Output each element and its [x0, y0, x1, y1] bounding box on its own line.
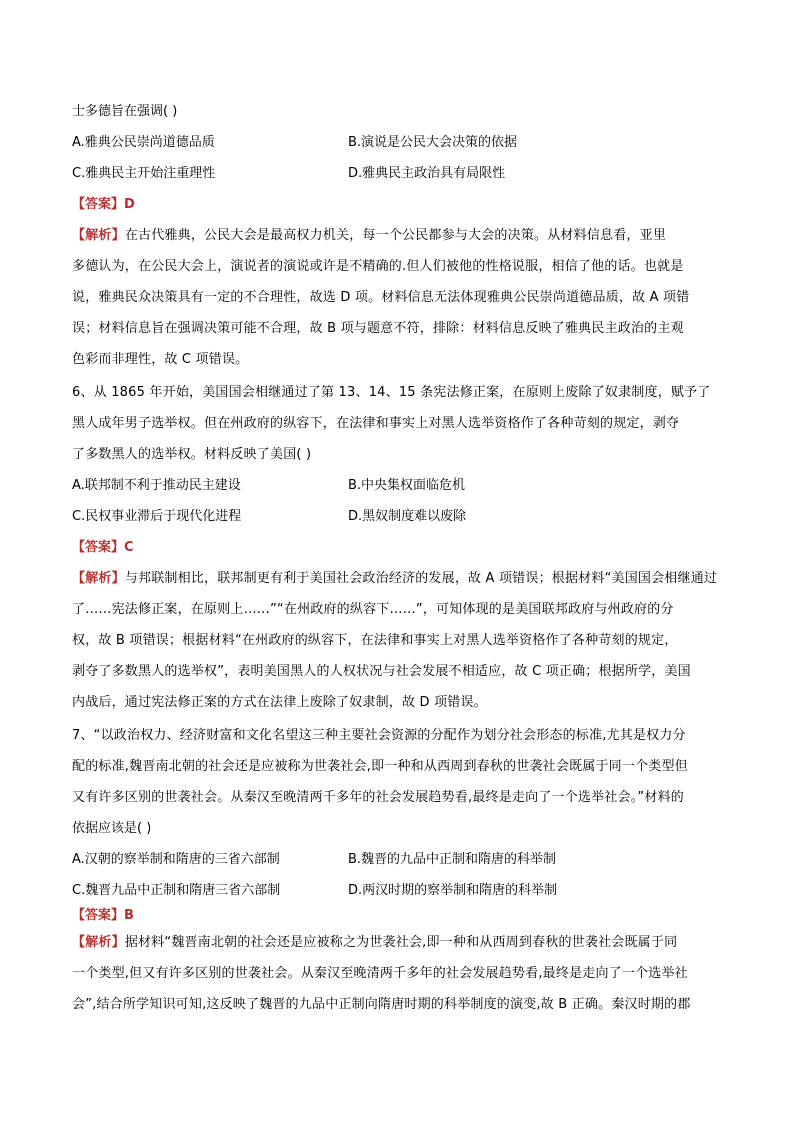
- answer-label: 【答案】: [72, 908, 125, 923]
- q7-stem-line-1: 7、“以政治权力、经济财富和文化名望这三种主要社会资源的分配作为划分社会形态的标准,尤其是权力分: [72, 728, 686, 743]
- q7-stem-line-2: 配的标准,魏晋南北朝的社会还是应被称为世袭社会,即一种和从西周到春秋的世袭社会既属于同一个类型但: [72, 759, 688, 774]
- q6-option-c: C.民权事业滞后于现代化进程: [72, 509, 242, 524]
- q6-stem-line-2: 黑人成年男子选举权。但在州政府的纵容下，在法律和事实上对黑人选举资格作了各种苛刻的规定，剥夺: [72, 416, 680, 431]
- q5-option-a: A.雅典公民崇尚道德品质: [72, 135, 215, 150]
- q7-analysis-line-1: [72, 935, 722, 951]
- analysis-text: 在古代雅典，公民大会是最高权力机关，每一个公民都参与大会的决策。从材料信息看，亚里: [124, 228, 667, 243]
- q5-analysis-line-1: [72, 228, 722, 244]
- q6-option-d: D.黑奴制度难以废除: [348, 509, 467, 524]
- q6-answer: [72, 540, 134, 556]
- q6-analysis-line-2: 了……宪法修正案，在原则上……”“在州政府的纵容下……”，可知体现的是美国联邦政府与州政府的分: [72, 602, 674, 617]
- q7-analysis-line-2: 一个类型,但又有许多区别的世袭社会。从秦汉至晚清两千多年的社会发展趋势看,最终是走向了一个选举社: [72, 966, 688, 981]
- analysis-label: 【解析】: [72, 935, 125, 950]
- answer-value: B: [124, 908, 134, 923]
- analysis-label: 【解析】: [72, 228, 125, 243]
- analysis-text: 据材料“魏晋南北朝的社会还是应被称之为世袭社会,即一种和从西周到春秋的世袭社会既属于同: [124, 935, 678, 950]
- q7-option-b: B.魏晋的九品中正制和隋唐的科举制: [348, 852, 557, 867]
- q5-stem: 士多德旨在强调( ): [72, 104, 178, 119]
- q7-analysis-line-3: 会”,结合所学知识可知,这反映了魏晋的九品中正制向隋唐时期的科举制度的演变,故 B 正确。秦汉时期的郡: [72, 997, 691, 1012]
- q6-stem-line-3: 了多数黑人的选举权。材料反映了美国( ): [72, 447, 312, 462]
- q5-analysis-line-4: 误；材料信息旨在强调决策可能不合理，故 B 项与题意不符，排除：材料信息反映了雅典民主政治的主观: [72, 321, 684, 336]
- analysis-text: 与邦联制相比，联邦制更有利于美国社会政治经济的发展，故 A 项错误；根据材料“美国国会相继通过: [124, 571, 718, 586]
- q7-stem-line-3: 又有许多区别的世袭社会。从秦汉至晚清两千多年的社会发展趋势看,最终是走向了一个选举社会。”材料的: [72, 790, 684, 805]
- q5-option-c: C.雅典民主开始注重理性: [72, 166, 216, 181]
- q7-option-a: A.汉朝的察举制和隋唐的三省六部制: [72, 852, 280, 867]
- q5-answer: [72, 197, 135, 213]
- q6-analysis-line-1: [72, 571, 722, 587]
- q6-stem-line-1: 6、从 1865 年开始，美国国会相继通过了第 13、14、15 条宪法修正案，在原则上废除了奴隶制度，赋予了: [72, 385, 711, 400]
- answer-label: 【答案】: [72, 197, 125, 212]
- q5-option-d: D.雅典民主政治具有局限性: [348, 166, 506, 181]
- q7-option-c: C.魏晋九品中正制和隋唐三省六部制: [72, 883, 281, 898]
- answer-value: D: [124, 197, 135, 212]
- q6-analysis-line-3: 权，故 B 项错误；根据材料“在州政府的纵容下，在法律和事实上对黑人选举资格作了各种苛刻的规定，: [72, 633, 678, 648]
- q5-analysis-line-3: 说，雅典民众决策具有一定的不合理性，故选 D 项。材料信息无法体现雅典公民崇尚道德品质，故 A 项错: [72, 290, 690, 305]
- q5-analysis-line-5: 色彩而非理性，故 C 项错误。: [72, 352, 249, 367]
- q6-option-b: B.中央集权面临危机: [348, 478, 466, 493]
- q6-analysis-line-4: 剥夺了多数黑人的选举权”，表明美国黑人的人权状况与社会发展不相适应，故 C 项正确；根据所学，美国: [72, 664, 691, 679]
- analysis-label: 【解析】: [72, 571, 125, 586]
- q5-analysis-line-2: 多德认为，在公民大会上，演说者的演说或许是不精确的.但人们被他的性格说服，相信了他的话。也就是: [72, 259, 684, 274]
- q6-option-a: A.联邦制不利于推动民主建设: [72, 478, 241, 493]
- q7-option-d: D.两汉时期的察举制和隋唐的科举制: [348, 883, 558, 898]
- q6-analysis-line-5: 内战后，通过宪法修正案的方式在法律上废除了奴隶制，故 D 项错误。: [72, 695, 487, 710]
- q7-stem-line-4: 依据应该是( ): [72, 821, 152, 836]
- q5-option-b: B.演说是公民大会决策的依据: [348, 135, 518, 150]
- q7-answer: [72, 908, 134, 924]
- answer-value: C: [124, 540, 134, 555]
- answer-label: 【答案】: [72, 540, 125, 555]
